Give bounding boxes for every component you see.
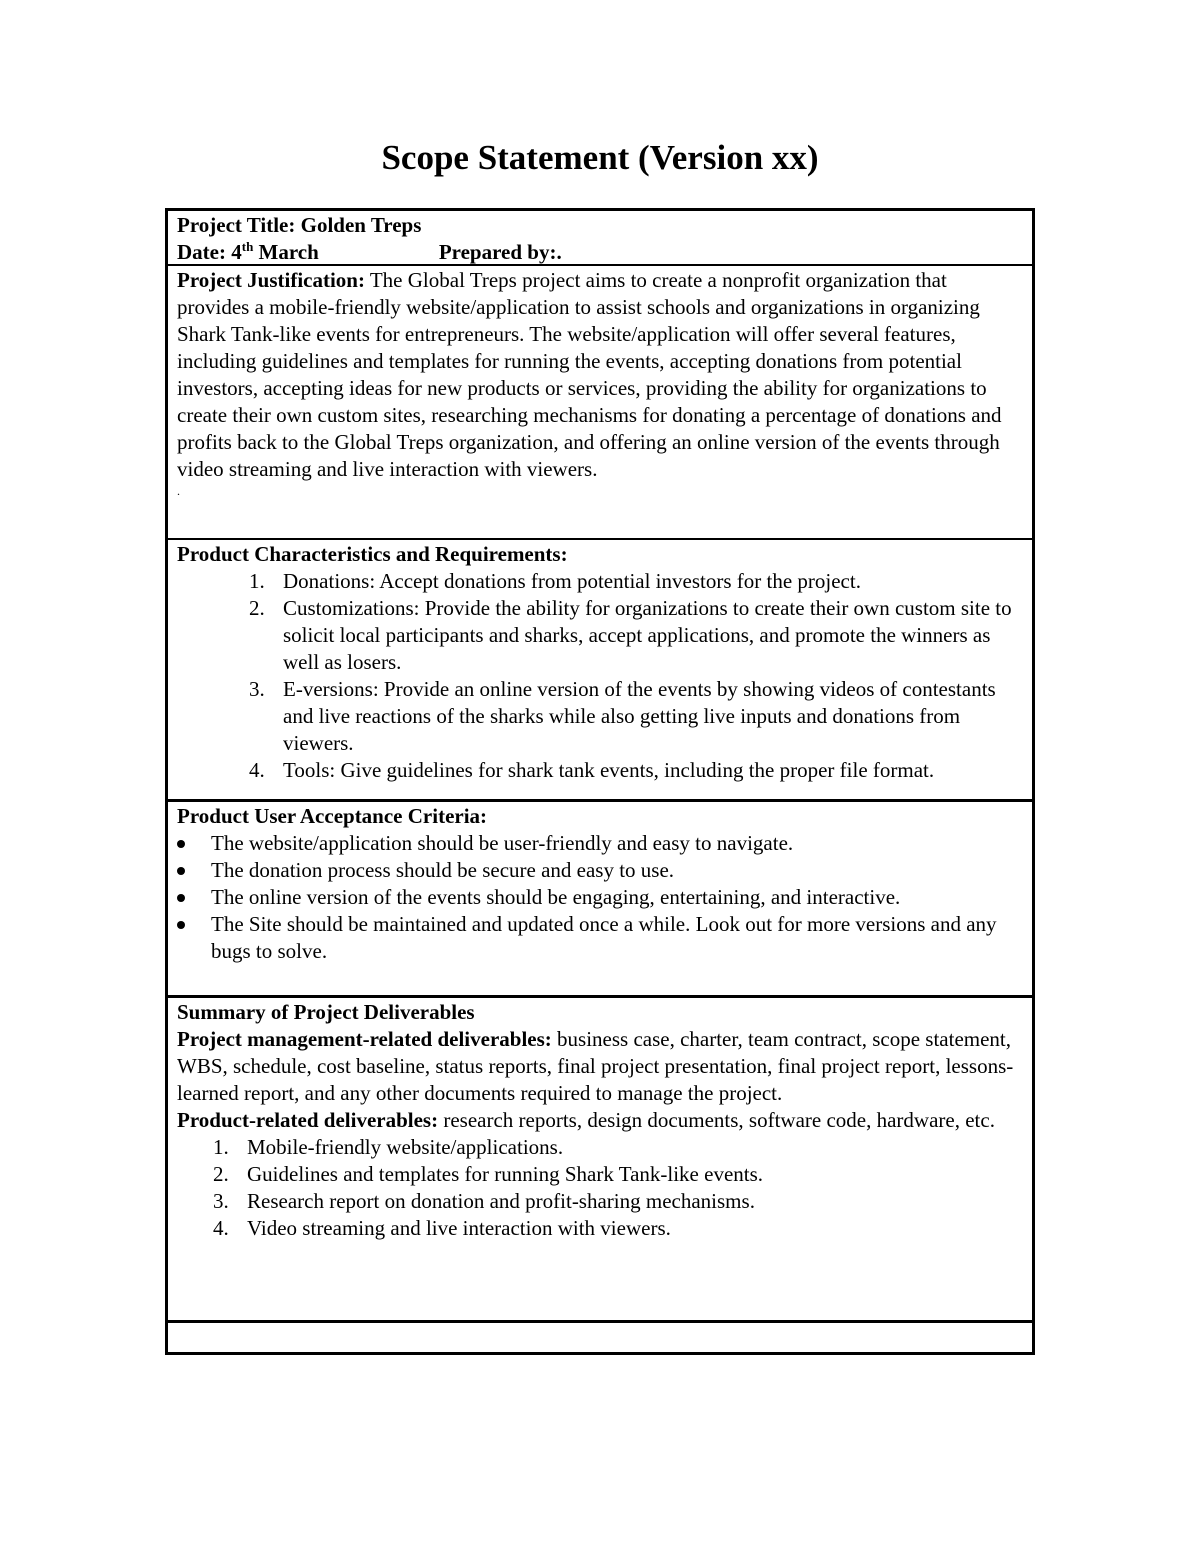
list-item: The Site should be maintained and updated once a while. Look out for more versions and any bugs to solve. — [177, 911, 1023, 965]
justification-text: The Global Treps project aims to create a nonprofit organization that provides a mobile-friendly website/application to assist schools and organizations in organizing Shark Tank-like events for entrepreneurs. The website/application will offer several features, including guidelines and templates for running the events, accepting donations from potential investors, accepting ideas for new products or services, providing the ability for organizations to create their own custom sites, researching mechanisms for donating a percentage of donations and profits back to the Global Treps organization, and offering an online version of the events through video streaming and live interaction with viewers. — [177, 268, 1002, 481]
product-deliverables-paragraph — [177, 1107, 1023, 1134]
document-title: Scope Statement (Version xx) — [381, 138, 819, 177]
project-title-label: Project Title: — [177, 213, 296, 237]
date-month: March — [253, 240, 319, 264]
acceptance-section — [168, 802, 1032, 998]
pm-deliverables-paragraph — [177, 1026, 1023, 1107]
date-label: Date: — [177, 240, 232, 264]
deliverables-section — [168, 998, 1032, 1323]
list-item: 1. Donations: Accept donations from potential investors for the project. — [249, 569, 861, 593]
bullet-icon — [177, 840, 185, 848]
list-item: 4. Tools: Give guidelines for shark tank events, including the proper file format. — [249, 758, 935, 782]
justification-section — [168, 266, 1032, 540]
product-deliverables-text: research reports, design documents, software code, hardware, etc. — [443, 1108, 995, 1132]
justification-paragraph — [177, 267, 1023, 483]
list-item: 2. Guidelines and templates for running Shark Tank-like events. — [213, 1162, 764, 1186]
list-item: 2. Customizations: Provide the ability for organizations to create their own custom site to solicit local participants and sharks, accept applications, and promote the winners as well as losers. — [249, 596, 1012, 674]
date-day: 4 — [231, 240, 242, 264]
characteristics-heading: Product Characteristics and Requirements: — [177, 542, 568, 566]
date-suffix: th — [241, 239, 254, 254]
list-item: 4. Video streaming and live interaction with viewers. — [213, 1216, 671, 1240]
prepared-by-label: Prepared by:. — [438, 240, 562, 264]
acceptance-list — [177, 830, 1023, 965]
deliverables-heading: Summary of Project Deliverables — [177, 1000, 475, 1024]
characteristics-list — [177, 568, 1023, 784]
justification-trailing: . — [177, 484, 180, 498]
list-item: 3. E-versions: Provide an online version of the events by showing videos of contestants and live reactions of the sharks while also getting live inputs and donations from viewers. — [249, 677, 996, 755]
pm-deliverables-label: Project management-related deliverables: — [177, 1027, 552, 1051]
characteristics-section — [168, 540, 1032, 802]
bullet-icon — [177, 867, 185, 875]
bullet-icon — [177, 894, 185, 902]
deliverables-list — [177, 1134, 1023, 1242]
list-item: The donation process should be secure and easy to use. — [177, 857, 1023, 884]
acceptance-heading: Product User Acceptance Criteria: — [177, 804, 488, 828]
list-item: The online version of the events should be engaging, entertaining, and interactive. — [177, 884, 1023, 911]
justification-label: Project Justification: — [177, 268, 365, 292]
project-title-line — [177, 212, 1023, 239]
list-item: The website/application should be user-friendly and easy to navigate. — [177, 830, 1023, 857]
list-item: 3. Research report on donation and profit-sharing mechanisms. — [213, 1189, 755, 1213]
product-deliverables-label: Product-related deliverables: — [177, 1108, 439, 1132]
header-section — [168, 211, 1032, 266]
project-title-value: Golden Treps — [300, 213, 422, 237]
list-item: 1. Mobile-friendly website/applications. — [213, 1135, 564, 1159]
scope-statement-table — [165, 208, 1035, 1355]
bullet-icon — [177, 921, 185, 929]
empty-row — [168, 1323, 1032, 1352]
date-line — [177, 239, 1023, 266]
pm-deliverables-text: business case, charter, team contract, scope statement, WBS, schedule, cost baseline, status reports, final project presentation, final project report, lessons-learned report, and any other documents required to manage the project. — [177, 1027, 1014, 1105]
